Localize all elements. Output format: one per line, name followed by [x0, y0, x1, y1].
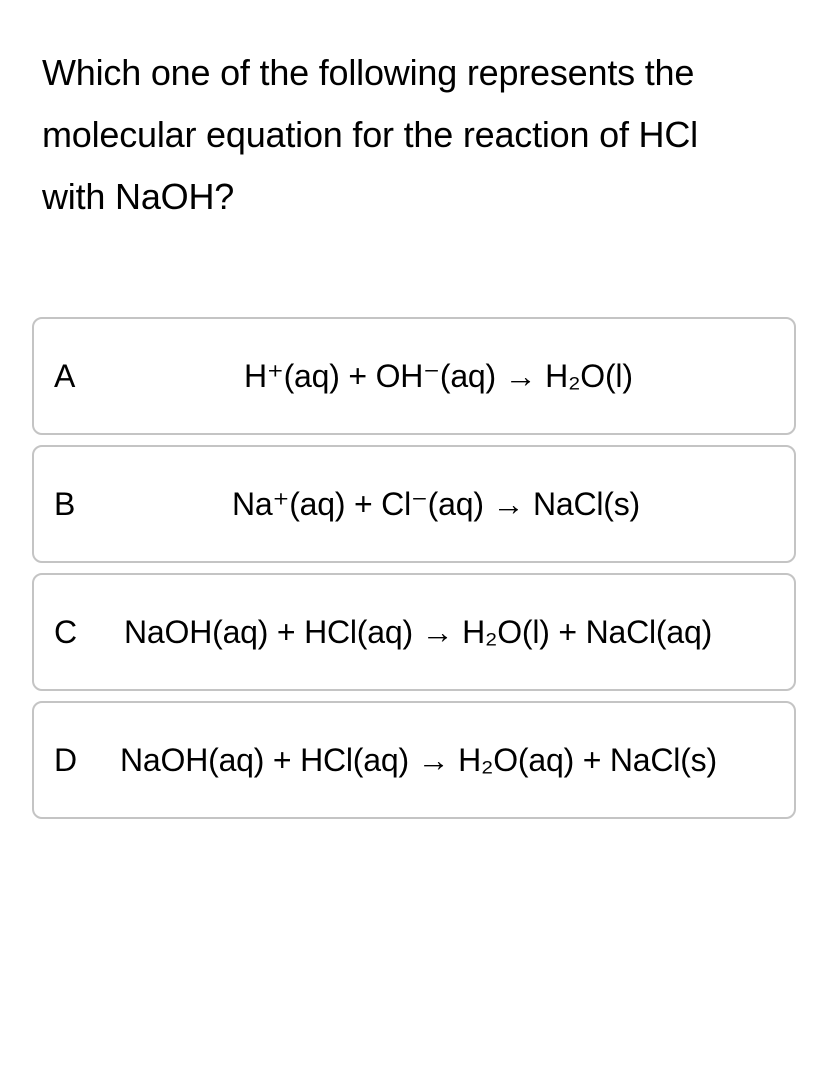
question-text [42, 42, 802, 228]
question-line-2: molecular equation for the reaction of HCl [42, 114, 698, 155]
option-b[interactable] [32, 445, 796, 563]
option-c-letter: C [54, 614, 78, 650]
option-b-equation: Na⁺(aq) + Cl⁻(aq) → NaCl(s) [232, 486, 641, 522]
option-b-letter: B [54, 486, 76, 522]
answer-options [32, 317, 796, 829]
option-a-equation: H⁺(aq) + OH⁻(aq) → H₂O(l) [244, 358, 633, 394]
question-line-3: with NaOH? [42, 176, 235, 217]
question-line-1: Which one of the following represents the [42, 52, 695, 93]
option-c-equation: NaOH(aq) + HCl(aq) → H₂O(l) + NaCl(aq) [124, 614, 713, 650]
option-d-equation: NaOH(aq) + HCl(aq) → H₂O(aq) + NaCl(s) [120, 742, 717, 778]
option-a[interactable] [32, 317, 796, 435]
option-a-letter: A [54, 358, 76, 394]
option-c[interactable] [32, 573, 796, 691]
option-d-letter: D [54, 742, 78, 778]
option-d[interactable] [32, 701, 796, 819]
